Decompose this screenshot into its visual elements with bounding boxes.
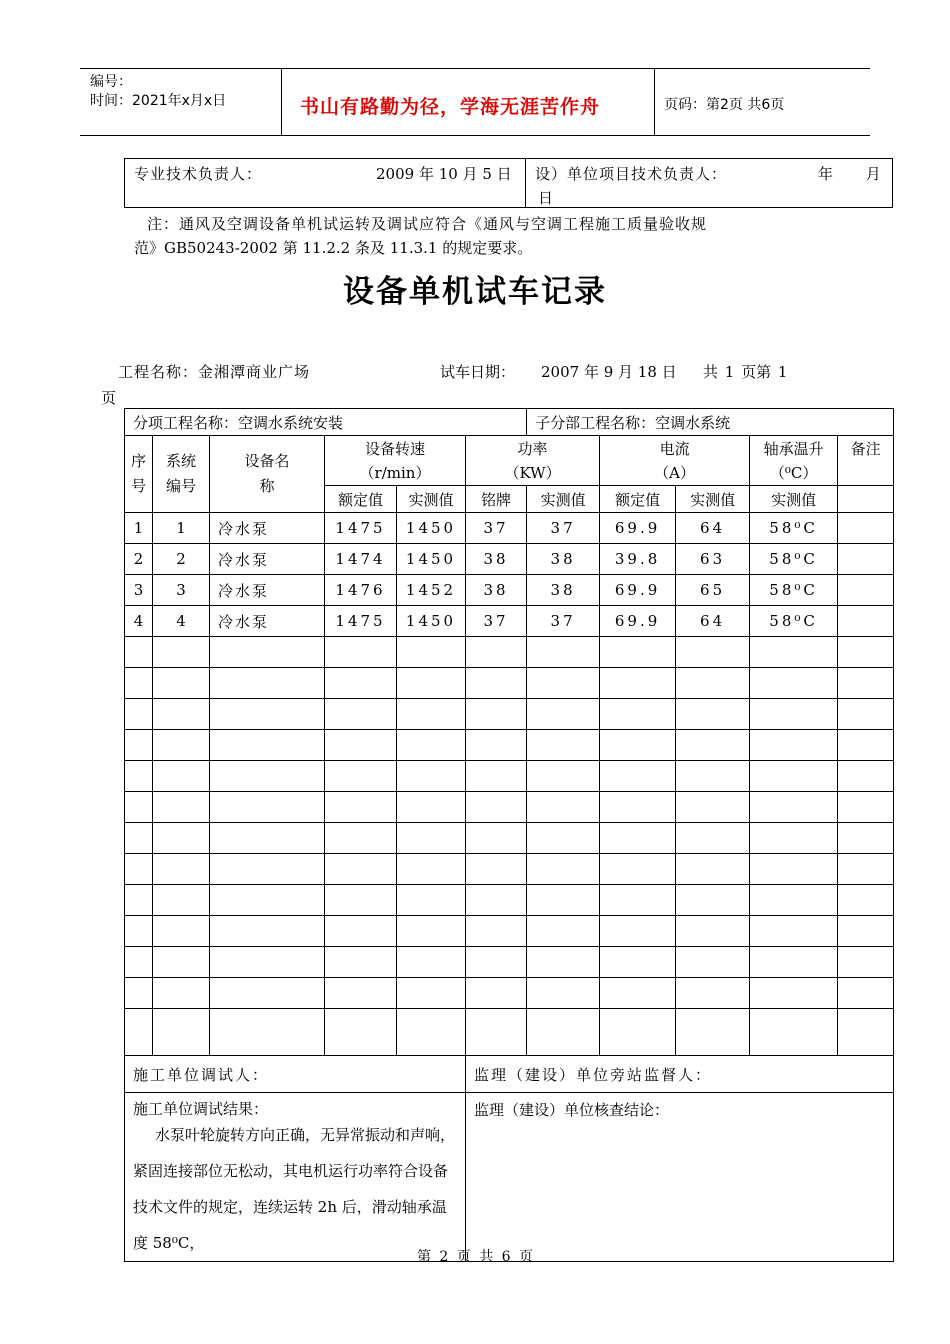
empty-cell <box>466 1009 527 1056</box>
table-row <box>125 544 894 575</box>
empty-cell <box>527 637 600 668</box>
empty-cell <box>397 947 466 978</box>
empty-cell <box>466 947 527 978</box>
empty-cell <box>466 699 527 730</box>
empty-cell <box>325 854 397 885</box>
cell-power-measured: 37 <box>527 606 600 637</box>
empty-cell <box>210 885 325 916</box>
empty-cell <box>397 854 466 885</box>
empty-row <box>125 730 894 761</box>
empty-cell <box>527 916 600 947</box>
empty-cell <box>676 1009 750 1056</box>
cell-temp-measured: 58⁰C <box>750 575 838 606</box>
empty-cell <box>676 854 750 885</box>
empty-cell <box>676 978 750 1009</box>
empty-cell <box>600 916 676 947</box>
empty-cell <box>466 823 527 854</box>
col-speed-label: 设备转速 <box>364 439 425 458</box>
header-divider-right <box>654 68 655 135</box>
empty-row <box>125 699 894 730</box>
test-date-value: 2007 年 9 月 18 日 <box>541 363 677 381</box>
current-measured-header: 实测值 <box>676 486 750 513</box>
cell-current-rated: 39.8 <box>600 544 676 575</box>
empty-cell <box>153 761 210 792</box>
empty-cell <box>125 699 153 730</box>
cell-current-measured: 63 <box>676 544 750 575</box>
empty-cell <box>125 947 153 978</box>
cell-power-nameplate: 38 <box>466 575 527 606</box>
empty-cell <box>153 699 210 730</box>
speed-rated-header: 额定值 <box>325 486 397 513</box>
empty-cell <box>676 823 750 854</box>
empty-row <box>125 637 894 668</box>
empty-cell <box>750 699 838 730</box>
col-current <box>600 436 750 486</box>
empty-cell <box>750 854 838 885</box>
empty-cell <box>750 1009 838 1056</box>
cell-current-measured: 64 <box>676 513 750 544</box>
cell-equip-name: 冷水泵 <box>210 606 325 637</box>
cell-temp-measured: 58⁰C <box>750 544 838 575</box>
cell-speed-measured: 1450 <box>397 606 466 637</box>
empty-cell <box>397 978 466 1009</box>
table-row <box>125 575 894 606</box>
empty-cell <box>153 885 210 916</box>
cell-speed-rated: 1475 <box>325 513 397 544</box>
empty-cell <box>153 1009 210 1056</box>
empty-cell <box>600 947 676 978</box>
empty-cell <box>325 823 397 854</box>
temp-measured-header: 实测值 <box>750 486 838 513</box>
empty-cell <box>125 1009 153 1056</box>
power-nameplate-header: 铭牌 <box>466 486 527 513</box>
col-sys <box>153 436 210 513</box>
tester-label: 施工单位调试人： <box>125 1056 466 1093</box>
empty-cell <box>125 885 153 916</box>
test-date-label: 试车日期： <box>440 363 516 381</box>
empty-cell <box>750 978 838 1009</box>
cell-equip-name: 冷水泵 <box>210 544 325 575</box>
empty-cell <box>838 1009 894 1056</box>
empty-cell <box>676 885 750 916</box>
empty-cell <box>750 823 838 854</box>
cell-remark <box>838 544 894 575</box>
empty-cell <box>750 637 838 668</box>
empty-cell <box>527 978 600 1009</box>
empty-cell <box>210 854 325 885</box>
empty-cell <box>397 699 466 730</box>
empty-cell <box>527 699 600 730</box>
empty-cell <box>397 761 466 792</box>
empty-cell <box>466 668 527 699</box>
empty-cell <box>600 699 676 730</box>
empty-cell <box>325 885 397 916</box>
result-row <box>125 1093 894 1262</box>
empty-cell <box>125 823 153 854</box>
empty-cell <box>210 792 325 823</box>
empty-row <box>125 947 894 978</box>
empty-cell <box>838 854 894 885</box>
cell-temp-measured: 58⁰C <box>750 606 838 637</box>
empty-cell <box>527 792 600 823</box>
empty-cell <box>153 637 210 668</box>
empty-cell <box>397 885 466 916</box>
empty-cell <box>466 854 527 885</box>
current-rated-header: 额定值 <box>600 486 676 513</box>
table-row <box>125 513 894 544</box>
empty-cell <box>210 699 325 730</box>
empty-cell <box>325 761 397 792</box>
empty-cell <box>125 637 153 668</box>
cell-power-measured: 37 <box>527 513 600 544</box>
col-equip <box>210 436 325 513</box>
cell-sys-no: 3 <box>153 575 210 606</box>
col-sys-label: 系统编号 <box>165 452 196 495</box>
empty-cell <box>838 699 894 730</box>
empty-cell <box>210 823 325 854</box>
tech-lead-label: 专业技术负责人： <box>134 165 263 183</box>
col-current-unit: （A） <box>654 463 695 482</box>
cell-sys-no: 2 <box>153 544 210 575</box>
empty-cell <box>325 792 397 823</box>
owner-date-day: 日 <box>538 189 554 207</box>
cell-seq: 2 <box>125 544 153 575</box>
empty-cell <box>210 978 325 1009</box>
empty-cell <box>676 761 750 792</box>
tech-lead-date: 2009 年 10 月 5 日 <box>376 165 512 183</box>
col-seq-label: 序号 <box>130 452 146 495</box>
empty-cell <box>527 761 600 792</box>
empty-cell <box>527 1009 600 1056</box>
empty-cell <box>397 637 466 668</box>
empty-cell <box>600 978 676 1009</box>
empty-cell <box>325 637 397 668</box>
empty-cell <box>153 823 210 854</box>
cell-current-rated: 69.9 <box>600 513 676 544</box>
result-cell <box>125 1093 466 1262</box>
cell-power-nameplate: 37 <box>466 513 527 544</box>
col-current-label: 电流 <box>659 439 690 458</box>
empty-cell <box>397 730 466 761</box>
header-bottom-rule <box>80 135 870 136</box>
empty-cell <box>750 668 838 699</box>
col-equip-label: 设备名称 <box>244 452 290 495</box>
empty-cell <box>125 978 153 1009</box>
empty-cell <box>153 978 210 1009</box>
empty-cell <box>838 761 894 792</box>
cell-current-rated: 69.9 <box>600 575 676 606</box>
empty-cell <box>750 947 838 978</box>
col-power-unit: （KW） <box>504 463 561 482</box>
empty-cell <box>600 730 676 761</box>
supervisor-label: 监理（建设）单位旁站监督人： <box>466 1056 894 1093</box>
empty-cell <box>838 947 894 978</box>
owner-tech-lead-label: 设）单位项目技术负责人： <box>535 165 728 183</box>
cell-power-measured: 38 <box>527 575 600 606</box>
page-footer: 第 2 页 共 6 页 <box>416 1249 534 1265</box>
owner-date-year-month: 年 月 <box>818 165 881 183</box>
col-speed-unit: （r/min） <box>359 463 431 482</box>
empty-cell <box>325 916 397 947</box>
result-text: 水泵叶轮旋转方向正确，无异常振动和声响，紧固连接部位无松动，其电机运行功率符合设备技术文件的规定，连续运转 2h 后，滑动轴承温度 58⁰C， <box>133 1126 456 1252</box>
cell-seq: 4 <box>125 606 153 637</box>
empty-cell <box>325 730 397 761</box>
empty-cell <box>325 699 397 730</box>
header-motto: 书山有路勤为径，学海无涯苦作舟 <box>300 96 601 118</box>
empty-cell <box>397 823 466 854</box>
empty-cell <box>527 730 600 761</box>
empty-cell <box>125 668 153 699</box>
empty-cell <box>600 885 676 916</box>
empty-cell <box>153 730 210 761</box>
cell-current-rated: 69.9 <box>600 606 676 637</box>
empty-cell <box>750 730 838 761</box>
empty-cell <box>676 792 750 823</box>
empty-cell <box>676 916 750 947</box>
speed-measured-header: 实测值 <box>397 486 466 513</box>
cell-sys-no: 1 <box>153 513 210 544</box>
cell-power-measured: 38 <box>527 544 600 575</box>
cell-speed-measured: 1452 <box>397 575 466 606</box>
empty-row <box>125 854 894 885</box>
col-speed <box>325 436 466 486</box>
empty-cell <box>838 730 894 761</box>
cell-equip-name: 冷水泵 <box>210 575 325 606</box>
cell-speed-measured: 1450 <box>397 513 466 544</box>
cell-seq: 1 <box>125 513 153 544</box>
empty-cell <box>750 885 838 916</box>
review-label: 监理（建设）单位核查结论： <box>466 1093 894 1262</box>
empty-cell <box>838 823 894 854</box>
empty-cell <box>466 761 527 792</box>
empty-cell <box>125 916 153 947</box>
empty-cell <box>838 792 894 823</box>
empty-cell <box>325 668 397 699</box>
empty-cell <box>676 947 750 978</box>
empty-row <box>125 885 894 916</box>
empty-cell <box>750 916 838 947</box>
empty-cell <box>325 1009 397 1056</box>
empty-cell <box>676 699 750 730</box>
cell-sys-no: 4 <box>153 606 210 637</box>
header-row-1 <box>125 436 894 486</box>
empty-cell <box>153 947 210 978</box>
empty-cell <box>210 730 325 761</box>
empty-row <box>125 978 894 1009</box>
empty-cell <box>125 792 153 823</box>
note-line-2: 范》GB50243-2002 第 11.2.2 条及 11.3.1 的规定要求。 <box>134 239 533 257</box>
page-title: 设备单机试车记录 <box>343 274 607 310</box>
empty-cell <box>838 916 894 947</box>
empty-cell <box>397 1009 466 1056</box>
empty-row <box>125 792 894 823</box>
page-count: 共 1 页第 1 <box>703 363 788 381</box>
empty-cell <box>527 668 600 699</box>
cell-current-measured: 65 <box>676 575 750 606</box>
signoff-divider <box>525 158 526 208</box>
empty-cell <box>527 854 600 885</box>
col-temp-label: 轴承温升 <box>763 439 824 458</box>
power-measured-header: 实测值 <box>527 486 600 513</box>
empty-cell <box>466 978 527 1009</box>
empty-cell <box>466 916 527 947</box>
empty-cell <box>325 978 397 1009</box>
project-name: 工程名称：金湘潭商业广场 <box>118 363 311 381</box>
empty-cell <box>397 916 466 947</box>
test-record-table <box>124 408 894 1262</box>
empty-row <box>125 761 894 792</box>
cell-seq: 3 <box>125 575 153 606</box>
subproject-name: 分项工程名称：空调水系统安装 <box>125 409 527 436</box>
empty-cell <box>210 1009 325 1056</box>
col-power <box>466 436 600 486</box>
subproject-row <box>125 409 894 436</box>
empty-cell <box>600 854 676 885</box>
empty-cell <box>750 761 838 792</box>
cell-speed-rated: 1476 <box>325 575 397 606</box>
col-remark: 备注 <box>838 436 894 486</box>
col-seq <box>125 436 153 513</box>
empty-cell <box>210 947 325 978</box>
empty-cell <box>466 885 527 916</box>
empty-cell <box>153 668 210 699</box>
empty-cell <box>125 854 153 885</box>
subdivision-name: 子分部工程名称：空调水系统 <box>527 409 894 436</box>
empty-row <box>125 916 894 947</box>
empty-cell <box>210 668 325 699</box>
table-row <box>125 606 894 637</box>
header-page-info: 页码：第2页 共6页 <box>664 97 785 113</box>
empty-cell <box>600 792 676 823</box>
empty-cell <box>210 761 325 792</box>
empty-row <box>125 823 894 854</box>
note-line-1: 注：通风及空调设备单机试运转及调试应符合《通风与空调工程施工质量验收规 <box>147 215 708 233</box>
col-power-label: 功率 <box>517 439 548 458</box>
result-label: 施工单位调试结果： <box>133 1100 269 1118</box>
empty-cell <box>750 792 838 823</box>
empty-row <box>125 1009 894 1056</box>
cell-power-nameplate: 38 <box>466 544 527 575</box>
empty-cell <box>600 668 676 699</box>
empty-cell <box>125 730 153 761</box>
cell-current-measured: 64 <box>676 606 750 637</box>
empty-cell <box>325 947 397 978</box>
cell-remark <box>838 606 894 637</box>
cell-remark <box>838 575 894 606</box>
empty-cell <box>527 947 600 978</box>
empty-cell <box>600 1009 676 1056</box>
empty-cell <box>838 668 894 699</box>
empty-cell <box>676 637 750 668</box>
tester-row <box>125 1056 894 1093</box>
empty-cell <box>838 885 894 916</box>
col-temp-unit: （⁰C） <box>769 463 818 482</box>
cell-speed-rated: 1474 <box>325 544 397 575</box>
cell-speed-rated: 1475 <box>325 606 397 637</box>
cell-speed-measured: 1450 <box>397 544 466 575</box>
empty-cell <box>600 637 676 668</box>
header-divider-left <box>281 68 282 135</box>
cell-temp-measured: 58⁰C <box>750 513 838 544</box>
header-code-label: 编号： <box>90 74 132 90</box>
cell-equip-name: 冷水泵 <box>210 513 325 544</box>
empty-cell <box>153 792 210 823</box>
empty-cell <box>466 730 527 761</box>
empty-cell <box>397 668 466 699</box>
empty-cell <box>210 637 325 668</box>
cell-power-nameplate: 37 <box>466 606 527 637</box>
empty-cell <box>125 761 153 792</box>
header-top-rule <box>80 68 870 69</box>
result-text-wrap <box>133 1117 461 1261</box>
empty-cell <box>676 730 750 761</box>
empty-cell <box>527 885 600 916</box>
empty-cell <box>153 854 210 885</box>
empty-cell <box>466 792 527 823</box>
page-count-tail: 页 <box>101 389 117 407</box>
empty-row <box>125 668 894 699</box>
empty-cell <box>397 792 466 823</box>
empty-cell <box>600 823 676 854</box>
empty-cell <box>527 823 600 854</box>
cell-remark <box>838 513 894 544</box>
empty-cell <box>838 978 894 1009</box>
empty-cell <box>600 761 676 792</box>
remark-sub-header <box>838 486 894 513</box>
empty-cell <box>838 637 894 668</box>
header-time-label: 时间：2021年x月x日 <box>90 93 227 109</box>
empty-cell <box>466 637 527 668</box>
col-temp <box>750 436 838 486</box>
empty-cell <box>210 916 325 947</box>
empty-cell <box>153 916 210 947</box>
empty-cell <box>676 668 750 699</box>
